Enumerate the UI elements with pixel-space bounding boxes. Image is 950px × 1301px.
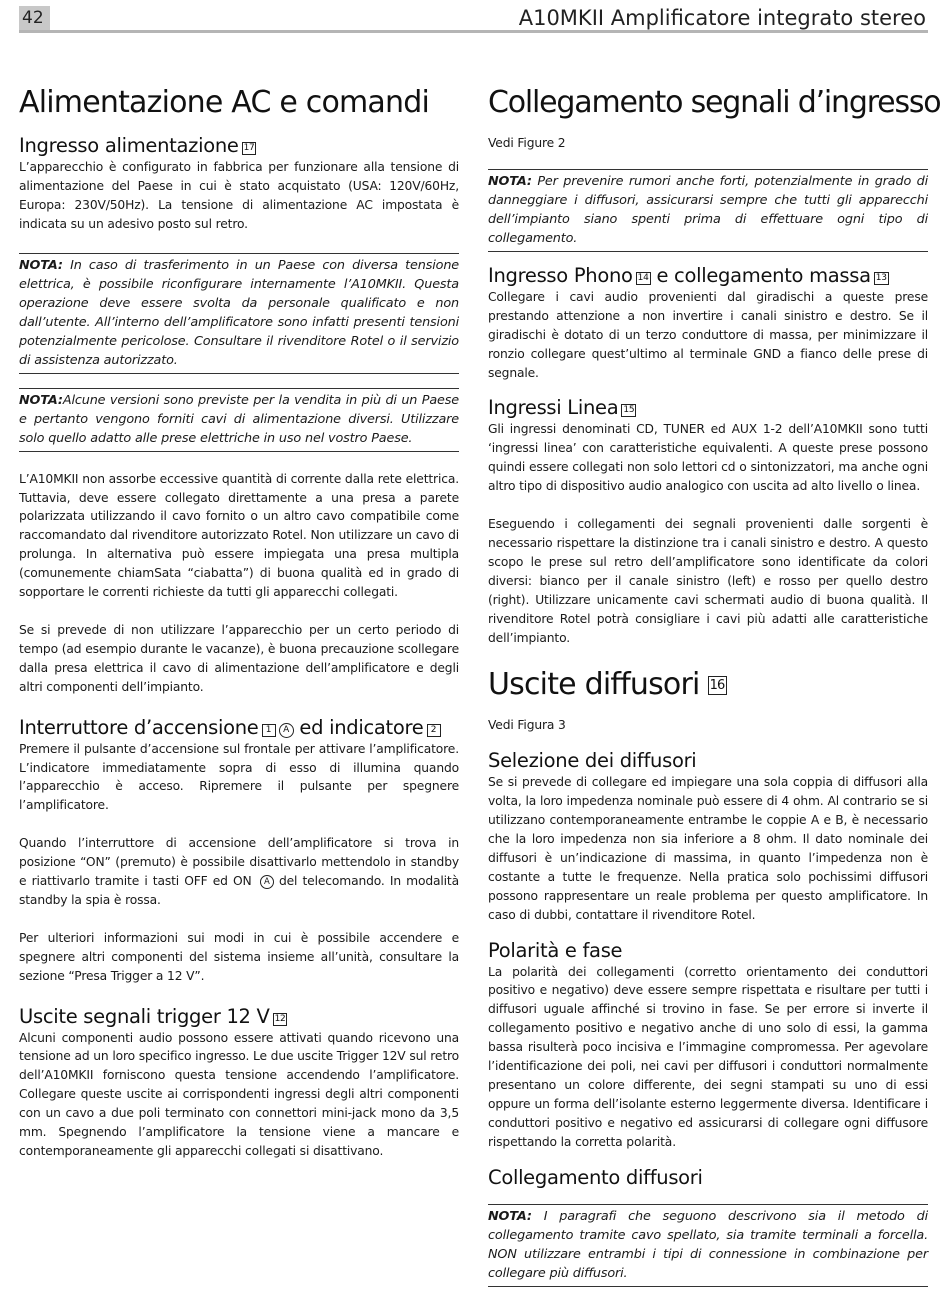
paragraph: Se si prevede di collegare ed impiegare una sola coppia di diffusori alla volta, la loro impedenza nominale può essere di 4 ohm. Al contrario se si utilizzano contemporaneamente entrambe le coppie A e B, è necessario che la loro impedenza non sia inferiore a 8 ohm. Il dato nominale dei diffusori è un’indicazione di massima, in quanto l’impedenza non è costante a tutte le frequenze. Nella pratica solo pochissimi diffusori possono rappresentare un reale problema per questo amplificatore. In caso di dubbi, contattare il rivenditore Rotel. <box>488 775 928 922</box>
note-box <box>488 169 928 252</box>
paragraph <box>19 834 459 910</box>
note-box <box>19 388 459 452</box>
remote-ref-badge: A <box>279 723 294 738</box>
note-box <box>488 1204 928 1287</box>
ref-badge: 13 <box>875 272 887 283</box>
note-label: NOTA: <box>19 392 63 408</box>
paragraph: Gli ingressi denominati CD, TUNER ed AUX 1-2 dell’A10MKII sono tutti ‘ingressi linea’ con caratteristiche equivalenti. A queste prese possono quindi essere collegati non solo lettori cd o sintonizzatori, ma anche ogni altro tipo di dispositivo audio analogico con uscita ad alto livello o linea. <box>488 422 928 494</box>
ref-badge: 15 <box>623 405 635 416</box>
page-number: 42 <box>19 6 50 30</box>
document-title: A10MKII Amplificatore integrato stereo <box>518 6 926 30</box>
heading-text: e collegamento massa <box>656 263 871 287</box>
heading-text: Uscite segnali trigger 12 V <box>19 1004 270 1028</box>
note-label: NOTA: <box>488 173 532 189</box>
heading-text: Ingresso Phono <box>488 263 633 287</box>
paragraph: La polarità dei collegamenti (corretto orientamento dei conduttori positivo e negativo) deve essere sempre rispettata e risultare per tutti i diffusori uguale affinché si trovino in fase. Se per errore si inverte il collegamento positivo e negativo anche di uno solo di essi, la gamma bassa risulterà poco incisiva e l’immagine compromessa. Per agevolare l’identificazione dei poli, nei cavi per diffusori i conduttori normalmente presentano un colore differente, dei segni stampati su uno di essi oppure un forma dell’isolante esterno leggermente diversa. Identificare i conduttori positivo e negativo ed assicurarsi di collegare ogni diffusore rispettando la corretta polarità. <box>488 964 928 1149</box>
ref-badge: 2 <box>427 724 441 737</box>
heading-line-inputs <box>488 396 928 420</box>
note-text: In caso di trasferimento in un Paese con diversa tensione elettrica, è possibile riconfigurare internamente l’A10MKII. Questa operazione deve essere svolta da personale qualificato e non dall’utente. All’interno dell’amplificatore sono infatti presenti tensioni potenzialmente pericolose. Consultare il rivenditore Rotel o il servizio di assistenza autorizzato. <box>19 257 460 368</box>
heading-phono-input <box>488 264 928 288</box>
heading-speaker-selection: Selezione dei diffusori <box>488 749 697 773</box>
ref-badge: 14 <box>637 272 649 283</box>
note-text: Per prevenire rumori anche forti, potenzialmente in grado di danneggiare i diffusori, assicurarsi sempre che tutti gli apparecchi dell’impianto siano spenti prima di effettuare ogni tipo di collegamento. <box>488 173 929 246</box>
section-heading-input-connections: Collegamento segnali d’ingresso <box>488 85 941 120</box>
paragraph: Per ulteriori informazioni sui modi in cui è possibile accendere e spegnere altri componenti del sistema insieme all’unità, consultare la sezione “Presa Trigger a 12 V”. <box>19 930 459 983</box>
ref-badge: 16 <box>708 676 727 695</box>
heading-polarity-phase: Polarità e fase <box>488 938 623 962</box>
note-text: Alcune versioni sono previste per la vendita in più di un Paese e pertanto vengono forniti cavi di alimentazione diversi. Utilizzare solo quello adatto alle prese elettriche in uso nel vostro Paese. <box>19 392 459 446</box>
left-column <box>19 84 459 1180</box>
heading-speaker-connection: Collegamento diffusori <box>488 1165 703 1189</box>
heading-text: Ingressi Linea <box>488 396 619 420</box>
page-header <box>19 6 928 33</box>
paragraph-text: del telecomando. In modalità standby la spia è rossa. <box>19 874 459 907</box>
figure-reference: Vedi Figura 3 <box>488 718 566 733</box>
paragraph: Premere il pulsante d’accensione sul frontale per attivare l’amplificatore. L’indicatore immediatamente sopra di esso di illumina quando l’apparecchio è acceso. Ripremere il pulsante per spegnere l’amplificatore. <box>19 741 459 813</box>
right-column <box>488 84 941 1301</box>
heading-text: Interruttore d’accensione <box>19 715 259 739</box>
note-text: I paragrafi che seguono descrivono sia il metodo di collegamento tramite cavo spellato, sia tramite terminali a forcella. NON utilizzare entrambi i tipi di connessione in combinazione per collegare più diffusori. <box>488 1208 929 1281</box>
paragraph: L’apparecchio è configurato in fabbrica per funzionare alla tensione di alimentazione del Paese in cui è stato acquistato (USA: 120V/60Hz, Europa: 230V/50Hz). La tensione di alimentazione AC impostata è indicata su un adesivo posto sul retro. <box>19 160 459 231</box>
remote-ref-badge: A <box>260 875 274 889</box>
ref-badge: 1 <box>262 724 276 737</box>
heading-text: Uscite diffusori <box>488 667 700 703</box>
ref-badge: 12 <box>274 1013 286 1024</box>
paragraph-text: Quando l’interruttore di accensione dell’amplificatore si trova in posizione “ON” (premuto) è possibile disattivarlo mettendolo in standby e riattivarlo tramite i tasti OFF ed ON <box>19 836 459 889</box>
heading-trigger-outputs <box>19 1005 459 1029</box>
heading-power-input <box>19 134 459 158</box>
section-heading-speaker-outputs <box>488 666 928 704</box>
section-heading-ac-power: Alimentazione AC e comandi <box>19 85 429 120</box>
paragraph: Eseguendo i collegamenti dei segnali provenienti dalle sorgenti è necessario rispettare la distinzione tra i canali sinistro e destro. A questo scopo le prese sul retro dell’amplificatore sono identificate da colori diversi: bianco per il canale sinistro (left) e rosso per quello destro (right). Utilizzare unicamente cavi schermati audio di buona qualità. Il rivenditore Rotel potrà consigliare i cavi più adatti alle caratteristiche dell’impianto. <box>488 517 928 645</box>
heading-text: Ingresso alimentazione <box>19 134 239 157</box>
paragraph: Collegare i cavi audio provenienti dal giradischi a queste prese prestando attenzione a non invertire i canali sinistro e destro. Se il giradischi è dotato di un terzo conduttore di massa, per minimizzare il ronzio collegare quest’ultimo al terminale GND a fianco delle prese di segnale. <box>488 289 928 380</box>
note-label: NOTA: <box>488 1208 532 1224</box>
figure-reference: Vedi Figure 2 <box>488 136 566 150</box>
ref-badge: 17 <box>243 143 255 153</box>
note-box <box>19 253 459 374</box>
note-label: NOTA: <box>19 257 63 273</box>
heading-text: ed indicatore <box>299 715 424 739</box>
paragraph: L’A10MKII non assorbe eccessive quantità di corrente dalla rete elettrica. Tuttavia, deve essere collegato direttamente a una presa a parete polarizzata utilizzando il cavo fornito o un altro cavo compatibile come raccomandato dal rivenditore autorizzato Rotel. Non utilizzare un cavo di prolunga. In alternativa può essere impiegata una presa multipla (comunemente chiamSata “ciabatta”) di buona qualità ed in grado di sopportare le correnti richieste da tutti gli apparecchi collegati. <box>19 471 459 600</box>
paragraph: Se si prevede di non utilizzare l’apparecchio per un certo periodo di tempo (ad esempio durante le vacanze), è buona precauzione scollegare dalla presa elettrica il cavo di alimentazione dell’amplificatore e degli altri componenti dell’impianto. <box>19 622 459 694</box>
heading-power-switch <box>19 716 459 740</box>
paragraph: Alcuni componenti audio possono essere attivati quando ricevono una tensione ad un loro specifico ingresso. Le due uscite Trigger 12V sul retro dell’A10MKII forniscono questa tensione accendendo l’amplificatore. Collegare queste uscite ai corrispondenti ingressi degli altri componenti con un cavo a due poli terminato con connettori mini-jack mono da 3,5 mm. Spegnendo l’amplificatore la tensione viene a mancare e contemporaneamente gli apparecchi collegati si disattivano. <box>19 1030 459 1158</box>
